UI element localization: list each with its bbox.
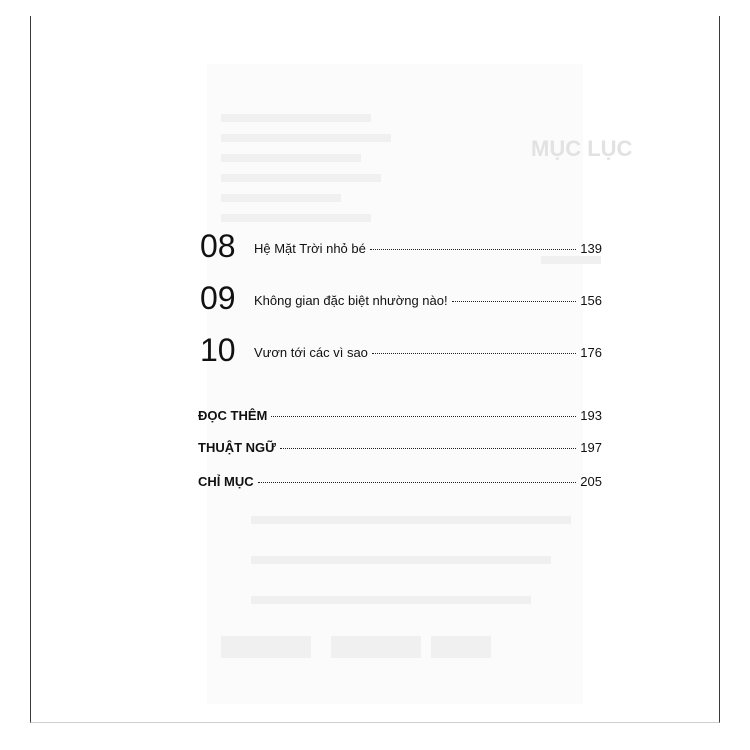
back-matter-page-number: 197 (580, 440, 602, 455)
toc-chapter-entry[interactable] (200, 280, 602, 314)
chapter-line (254, 241, 602, 256)
dot-leader (372, 353, 576, 354)
show-through-line (221, 214, 371, 222)
back-matter-title: THUẬT NGỮ (198, 440, 276, 455)
toc-back-matter-entry[interactable] (198, 474, 602, 494)
dot-leader (280, 448, 576, 449)
back-matter-page-number: 205 (580, 474, 602, 489)
chapter-title: Vươn tới các vì sao (254, 345, 368, 360)
dot-leader (452, 301, 577, 302)
chapter-number: 09 (200, 280, 236, 316)
dot-leader (258, 482, 577, 483)
show-through-line (251, 516, 571, 524)
back-matter-title: ĐỌC THÊM (198, 408, 268, 423)
back-matter-page-number: 193 (580, 408, 602, 423)
chapter-line (254, 345, 602, 360)
toc-back-matter-entry[interactable] (198, 408, 602, 428)
dot-leader (370, 249, 576, 250)
show-through-line (221, 114, 371, 122)
chapter-title: Không gian đặc biệt nhường nào! (254, 293, 448, 308)
toc-back-matter-entry[interactable] (198, 440, 602, 460)
show-through-line (221, 134, 391, 142)
chapter-page-number: 139 (580, 241, 602, 256)
toc-chapter-entry[interactable] (200, 332, 602, 366)
chapter-number: 08 (200, 228, 236, 264)
show-through-logo (331, 636, 421, 658)
book-page (30, 16, 720, 723)
show-through-logo (221, 636, 311, 658)
chapter-line (254, 293, 602, 308)
chapter-page-number: 176 (580, 345, 602, 360)
toc-chapter-entry[interactable] (200, 228, 602, 262)
show-through-line (221, 154, 361, 162)
show-through-line (221, 194, 341, 202)
show-through-line (251, 596, 531, 604)
chapter-page-number: 156 (580, 293, 602, 308)
show-through-heading: MỤC LỤC (531, 136, 633, 161)
show-through-logo (431, 636, 491, 658)
show-through-line (251, 556, 551, 564)
dot-leader (271, 416, 576, 417)
chapter-number: 10 (200, 332, 236, 368)
back-matter-title: CHỈ MỤC (198, 474, 254, 489)
show-through-line (221, 174, 381, 182)
chapter-title: Hệ Mặt Trời nhỏ bé (254, 241, 366, 256)
